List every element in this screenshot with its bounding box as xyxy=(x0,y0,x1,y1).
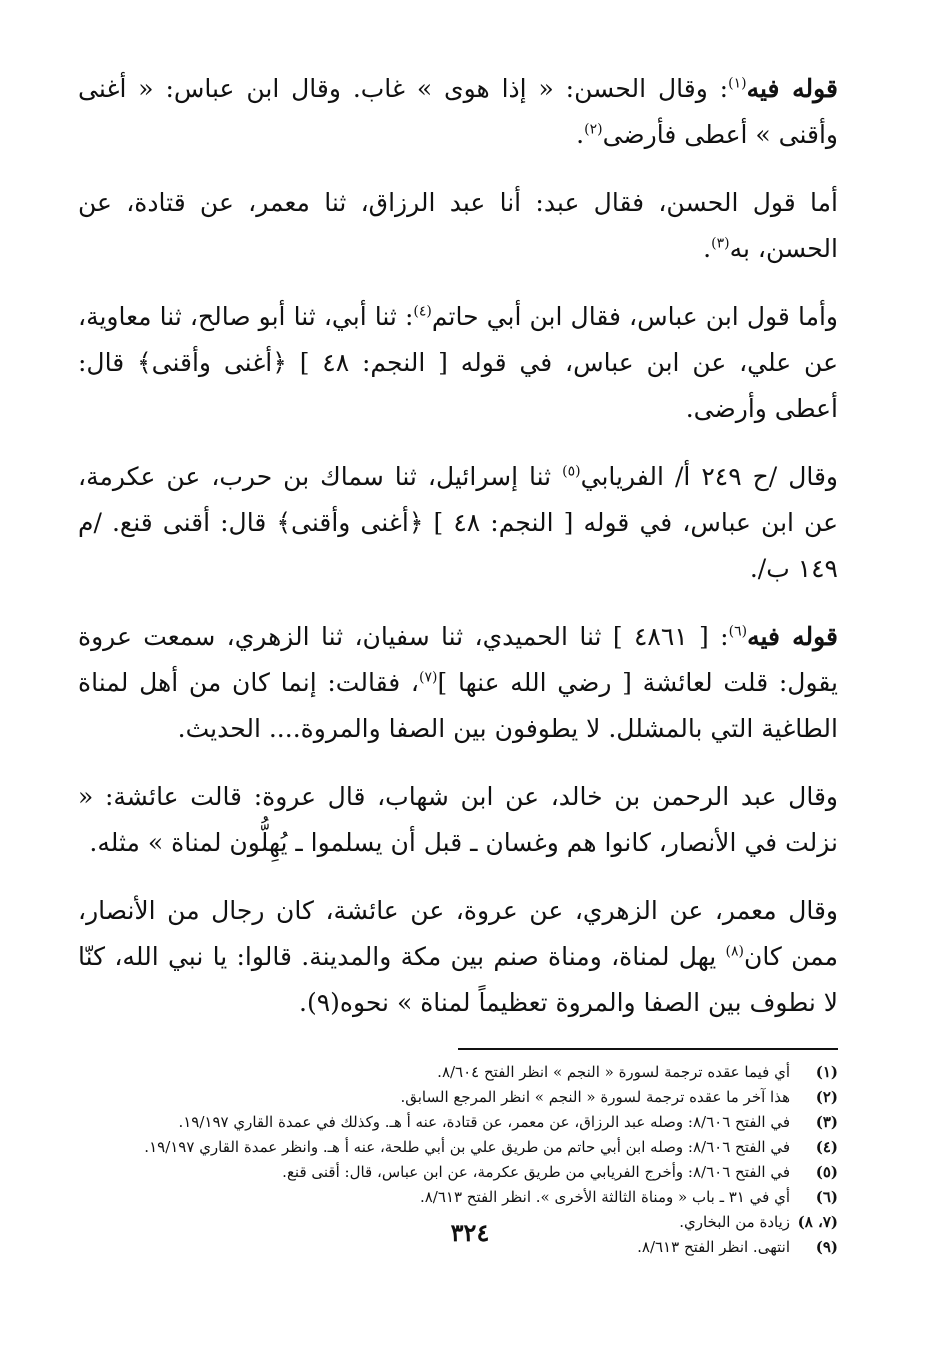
footnote-text: أي فيما عقده ترجمة لسورة « النجم » انظر الفتح ٨/٦٠٤. xyxy=(437,1063,790,1081)
body-tail: ، فقالت: إنما كان من أهل لمناة الطاغية التي بالمشلل. لا يطوفون بين الصفا والمروة.... الحديث. xyxy=(78,668,838,743)
footnote-1 xyxy=(78,1060,838,1085)
footnote-text: هذا آخر ما عقده ترجمة لسورة « النجم » انظر المرجع السابق. xyxy=(400,1088,790,1106)
body-text: أما قول الحسن، فقال عبد: أنا عبد الرزاق، ثنا معمر، عن قتادة، عن الحسن، به xyxy=(78,188,838,263)
footnote-text: انتهى. انظر الفتح ٨/٦١٣. xyxy=(637,1238,790,1256)
body-tail: ثنا إسرائيل، ثنا سماك بن حرب، عن عكرمة، عن ابن عباس، في قوله [ النجم: ٤٨ ] ﴿أغنى وأقنى﴾ قال: أقنى قنع. /م ١٤٩ ب/. xyxy=(78,462,838,583)
footnote-5 xyxy=(78,1160,838,1185)
paragraph-3 xyxy=(78,294,838,432)
footnote-text: زيادة من البخاري. xyxy=(679,1213,790,1231)
footnote-ref: (٥) xyxy=(562,463,581,480)
paragraph-1 xyxy=(78,66,838,158)
footnote-number: (٢) xyxy=(815,1088,838,1106)
footnote-3 xyxy=(78,1110,838,1135)
paragraph-7 xyxy=(78,888,838,1026)
footnote-number: (٤) xyxy=(815,1138,838,1156)
footnote-number: (٧، ٨) xyxy=(797,1213,838,1231)
footnote-number: (٣) xyxy=(815,1113,838,1131)
footnote-ref: (٦) xyxy=(728,623,748,640)
lead-text: قوله فيه xyxy=(746,74,838,103)
body-text: وقال /ح ٢٤٩ أ/ الفريابي xyxy=(580,462,838,491)
footnote-text: في الفتح ٨/٦٠٦: وصله عبد الرزاق، عن معمر، عن قتادة، عنه أ هـ. وكذلك في عمدة القاري ١٩/١٩٧. xyxy=(178,1113,790,1131)
footnote-number: (١) xyxy=(815,1063,838,1081)
body-text: وقال عبد الرحمن بن خالد، عن ابن شهاب، قال عروة: قالت عائشة: « نزلت في الأنصار، كانوا هم وغسان ـ قبل أن يسلموا ـ يُهِلُّون لمناة » مثله. xyxy=(78,782,838,857)
lead-text: قوله فيه xyxy=(747,622,838,651)
body-tail: . xyxy=(703,234,712,263)
footnote-2 xyxy=(78,1085,838,1110)
paragraph-2 xyxy=(78,180,838,272)
footnote-divider xyxy=(458,1048,838,1050)
footnote-ref: (٤) xyxy=(413,303,432,320)
body-text: وقال معمر، عن الزهري، عن عروة، عن عائشة، كان رجال من الأنصار، ممن كان xyxy=(78,896,839,971)
paragraph-6 xyxy=(78,774,838,866)
footnote-ref: (٢) xyxy=(584,121,603,138)
body-text: : وقال الحسن: « إذا هوى » غاب. وقال ابن عباس: « أغنى وأقنى » أعطى فأرضى xyxy=(78,74,838,149)
body-tail: . xyxy=(576,120,585,149)
paragraph-4 xyxy=(78,454,838,592)
footnote-ref: (٣) xyxy=(711,235,730,252)
page-number: ٣٢٤ xyxy=(450,1218,490,1247)
body-text: وأما قول ابن عباس، فقال ابن أبي حاتم xyxy=(431,302,838,331)
footnote-ref: (٨) xyxy=(725,943,744,960)
footnote-6 xyxy=(78,1185,838,1210)
footnote-text: في الفتح ٨/٦٠٦: وأخرج الفريابي من طريق عكرمة، عن ابن عباس، قال: أقنى قنع. xyxy=(282,1163,790,1181)
footnote-number: (٩) xyxy=(815,1238,838,1256)
body-tail: يهل لمناة، ومناة صنم بين مكة والمدينة. قالوا: يا نبي الله، كنّا لا نطوف بين الصفا والمروة تعظيماً لمناة » نحوه(٩). xyxy=(78,942,838,1017)
footnote-4 xyxy=(78,1135,838,1160)
footnote-text: أي في ٣١ ـ باب « ومناة الثالثة الأخرى ». انظر الفتح ٨/٦١٣. xyxy=(419,1188,790,1206)
footnote-number: (٦) xyxy=(815,1188,838,1206)
footnote-number: (٥) xyxy=(815,1163,838,1181)
footnote-text: في الفتح ٨/٦٠٦: وصله ابن أبي حاتم من طريق علي بن أبي طلحة، عنه أ هـ. وانظر عمدة القاري ١٩/١٩٧. xyxy=(144,1138,790,1156)
footnote-ref: (١) xyxy=(728,75,747,92)
footnote-ref: (٧) xyxy=(419,669,438,686)
paragraph-5 xyxy=(78,614,838,752)
body-text: : [ ٤٨٦١ ] ثنا الحميدي، ثنا سفيان، ثنا الزهري، سمعت عروة يقول: قلت لعائشة [ رضي الله عنها ] xyxy=(78,622,838,697)
body-tail: : ثنا أبي، ثنا أبو صالح، ثنا معاوية، عن علي، عن ابن عباس، في قوله [ النجم: ٤٨ ] ﴿أغنى وأقنى﴾ قال: أعطى وأرضى. xyxy=(78,302,838,423)
document-page xyxy=(78,66,838,1260)
